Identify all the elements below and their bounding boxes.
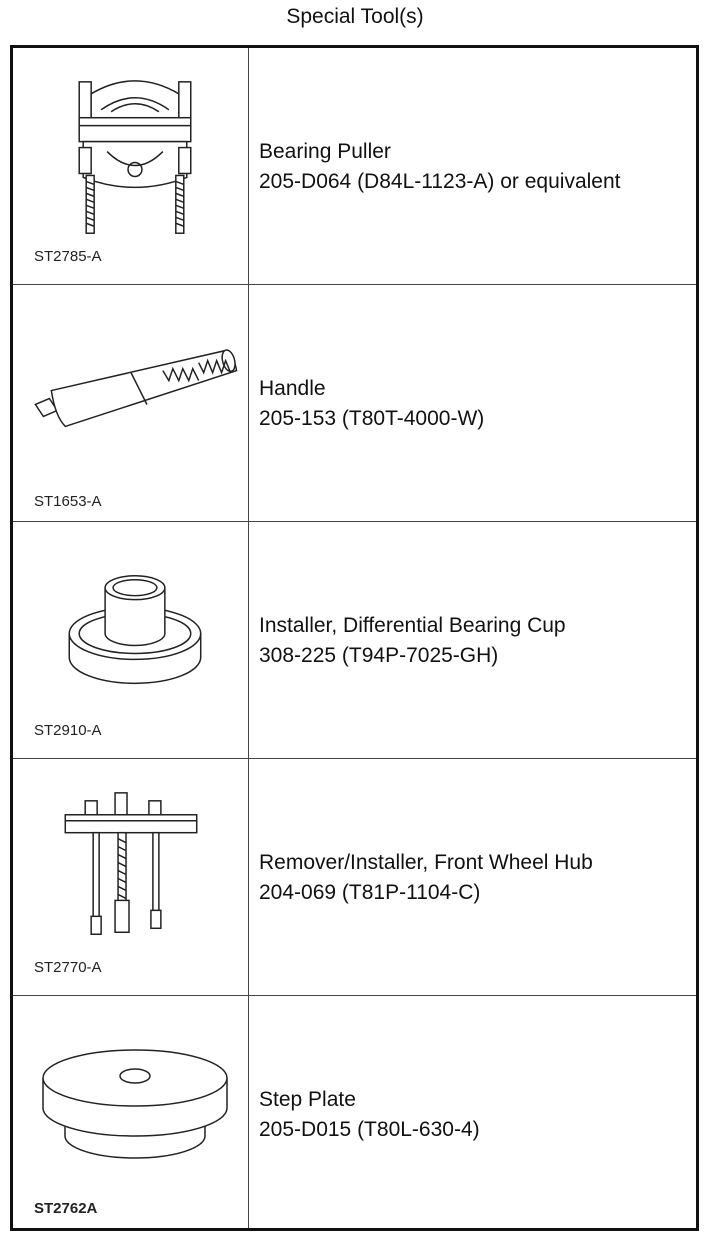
tool-description-cell — [250, 48, 696, 284]
tool-code: ST2762A — [34, 1200, 98, 1217]
table-row — [13, 522, 696, 759]
table-row — [13, 48, 696, 285]
tool-code: ST1653-A — [34, 493, 102, 510]
table-row — [13, 759, 696, 996]
tool-number: 205-153 (T80T-4000-W) — [259, 407, 485, 430]
tool-image-cell — [13, 522, 249, 758]
tool-description-cell — [250, 285, 696, 521]
tool-number: 205-D015 (T80L-630-4) — [259, 1118, 480, 1141]
tool-name: Bearing Puller — [259, 140, 391, 163]
tool-description-cell — [250, 996, 696, 1228]
tool-name: Step Plate — [259, 1088, 356, 1111]
tool-image-cell — [13, 759, 249, 995]
step-plate-icon — [13, 996, 248, 1228]
handle-icon — [13, 285, 248, 521]
tool-code: ST2910-A — [34, 722, 102, 739]
tool-number: 308-225 (T94P-7025-GH) — [259, 644, 499, 667]
tool-description-cell — [250, 522, 696, 758]
tool-number: 204-069 (T81P-1104-C) — [259, 881, 481, 904]
tool-image-cell — [13, 285, 249, 521]
tool-code: ST2785-A — [34, 248, 102, 265]
tool-number: 205-D064 (D84L-1123-A) or equivalent — [259, 170, 621, 193]
tool-code: ST2770-A — [34, 959, 102, 976]
special-tools-table — [10, 45, 699, 1231]
tool-image-cell — [13, 48, 249, 284]
tool-name: Installer, Differential Bearing Cup — [259, 614, 566, 637]
tool-image-cell — [13, 996, 249, 1228]
page-title: Special Tool(s) — [286, 5, 424, 28]
table-row — [13, 285, 696, 522]
tool-name: Handle — [259, 377, 326, 400]
tool-name: Remover/Installer, Front Wheel Hub — [259, 851, 593, 874]
table-row — [13, 996, 696, 1228]
tool-description-cell — [250, 759, 696, 995]
